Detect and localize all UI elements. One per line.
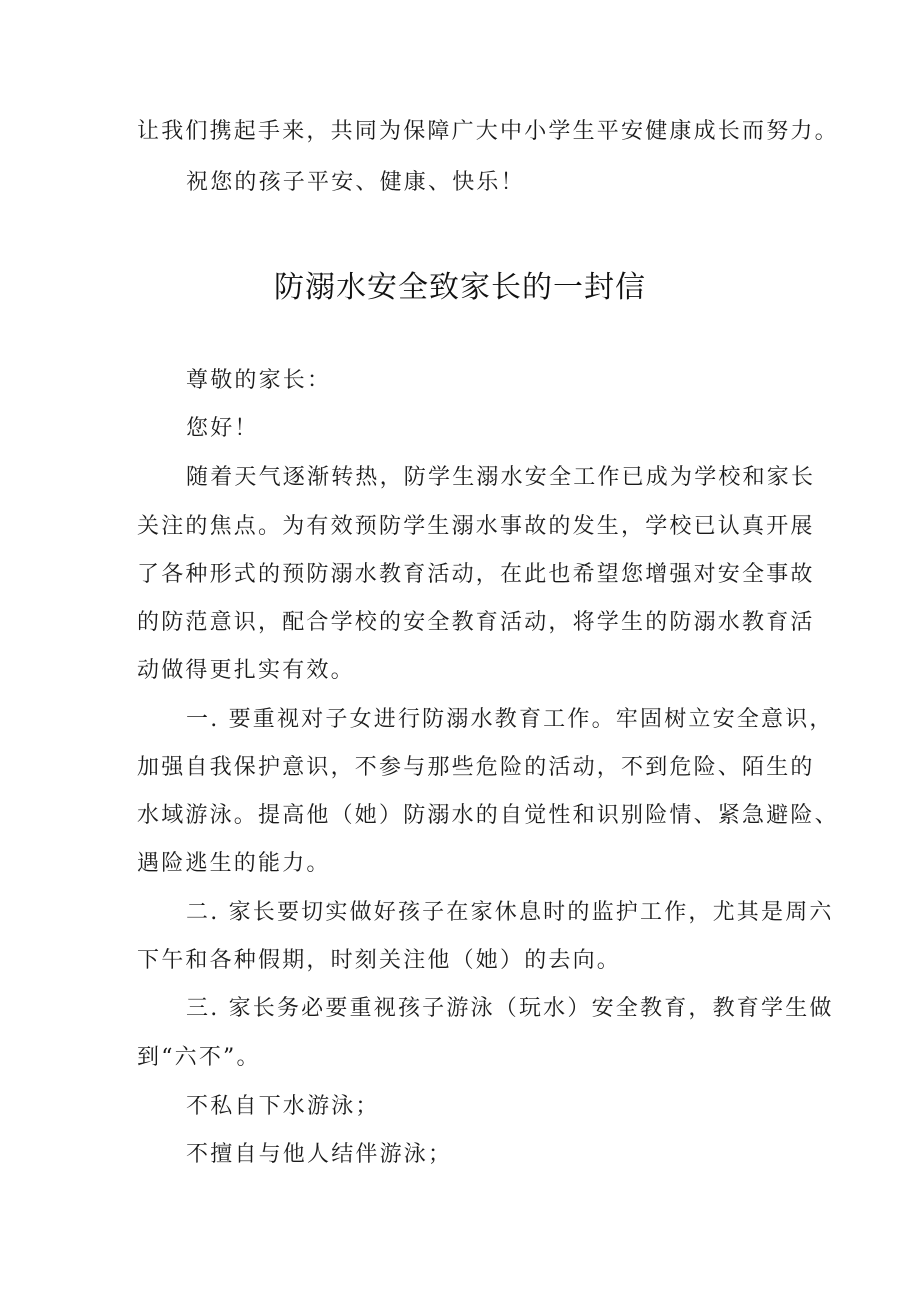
item-one-line: 一. 要重视对子女进行防溺水教育工作。牢固树立安全意识， <box>186 707 834 732</box>
item-one-line: 水域游泳。提高他（她）防溺水的自觉性和识别险情、紧急避险、 <box>137 803 839 828</box>
rule-line: 不私自下水游泳； <box>186 1094 380 1119</box>
document-title: 防溺水安全致家长的一封信 <box>274 270 646 305</box>
paragraph-line: 了各种形式的预防溺水教育活动，在此也希望您增强对安全事故 <box>137 562 815 587</box>
closing-line: 让我们携起手来，共同为保障广大中小学生平安健康成长而努力。 <box>137 119 839 144</box>
item-three-line: 三. 家长务必要重视孩子游泳（玩水）安全教育，教育学生做 <box>186 996 834 1021</box>
paragraph-line: 的防范意识，配合学校的安全教育活动，将学生的防溺水教育活 <box>137 610 815 635</box>
item-two-line: 二. 家长要切实做好孩子在家休息时的监护工作，尤其是周六 <box>186 900 834 925</box>
greeting: 您好！ <box>186 416 259 441</box>
item-three-line: 到“六不”。 <box>137 1045 261 1070</box>
item-one-line: 遇险逃生的能力。 <box>137 851 331 876</box>
paragraph-line: 动做得更扎实有效。 <box>137 658 355 683</box>
item-two-line: 下午和各种假期，时刻关注他（她）的去向。 <box>137 948 622 973</box>
item-one-line: 加强自我保护意识，不参与那些危险的活动，不到危险、陌生的 <box>137 755 815 780</box>
closing-wish: 祝您的孩子平安、健康、快乐！ <box>186 170 525 195</box>
paragraph-line: 随着天气逐渐转热，防学生溺水安全工作已成为学校和家长 <box>186 465 816 490</box>
rule-line: 不擅自与他人结伴游泳； <box>186 1142 453 1167</box>
salutation: 尊敬的家长： <box>186 368 332 393</box>
paragraph-line: 关注的焦点。为有效预防学生溺水事故的发生，学校已认真开展 <box>137 514 815 539</box>
